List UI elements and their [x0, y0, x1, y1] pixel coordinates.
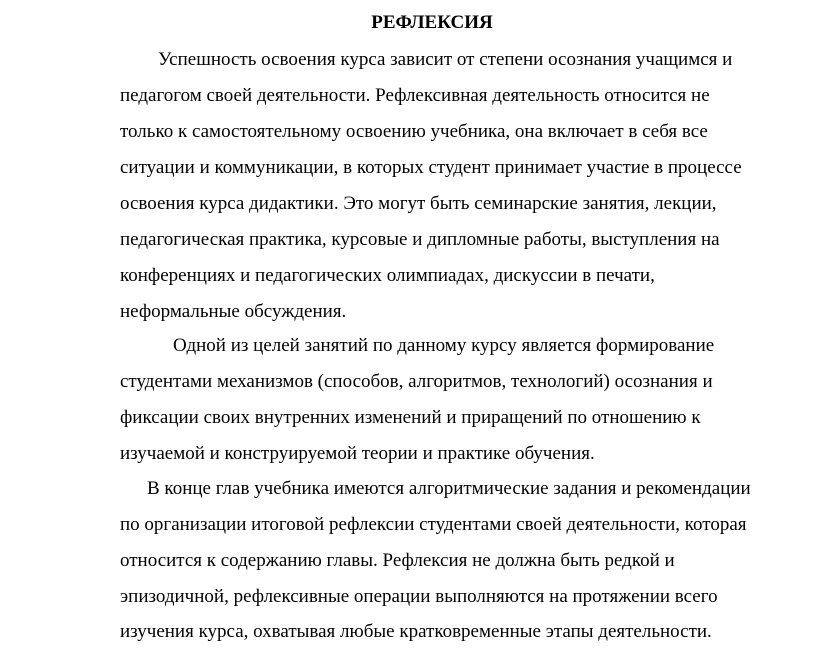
paragraph-2-line-2: студентами механизмов (способов, алгоритмов, технологий) осознания и — [120, 371, 713, 392]
paragraph-1-line-7: конференциях и педагогических олимпиадах, дискуссии в печати, — [120, 265, 655, 286]
paragraph-3-line-1: В конце глав учебника имеются алгоритмические задания и рекомендации — [147, 478, 751, 499]
paragraph-1-line-5: освоения курса дидактики. Это могут быть семинарские занятия, лекции, — [120, 193, 717, 214]
paragraph-3-line-2: по организации итоговой рефлексии студентами своей деятельности, которая — [120, 514, 747, 535]
paragraph-1-line-1: Успешность освоения курса зависит от степени осознания учащимся и — [158, 49, 733, 70]
paragraph-1-line-3: только к самостоятельному освоению учебника, она включает в себя все — [120, 121, 708, 142]
paragraph-1-line-4: ситуации и коммуникации, в которых студент принимает участие в процессе — [120, 157, 742, 178]
paragraph-1-line-6: педагогическая практика, курсовые и дипломные работы, выступления на — [120, 229, 720, 250]
paragraph-2-line-1: Одной из целей занятий по данному курсу является формирование — [173, 335, 715, 356]
paragraph-3-line-5: изучения курса, охватывая любые кратковременные этапы деятельности. — [120, 621, 712, 642]
paragraph-1-line-8: неформальные обсуждения. — [120, 301, 347, 322]
paragraph-1-line-2: педагогом своей деятельности. Рефлексивная деятельность относится не — [120, 85, 710, 106]
paragraph-2-line-3: фиксации своих внутренних изменений и приращений по отношению к — [120, 407, 701, 428]
document-title: РЕФЛЕКСИЯ — [371, 12, 493, 33]
paragraph-3-line-4: эпизодичной, рефлексивные операции выполняются на протяжении всего — [120, 586, 718, 607]
paragraph-2-line-4: изучаемой и конструируемой теории и практике обучения. — [120, 443, 595, 464]
paragraph-3-line-3: относится к содержанию главы. Рефлексия не должна быть редкой и — [120, 550, 675, 571]
